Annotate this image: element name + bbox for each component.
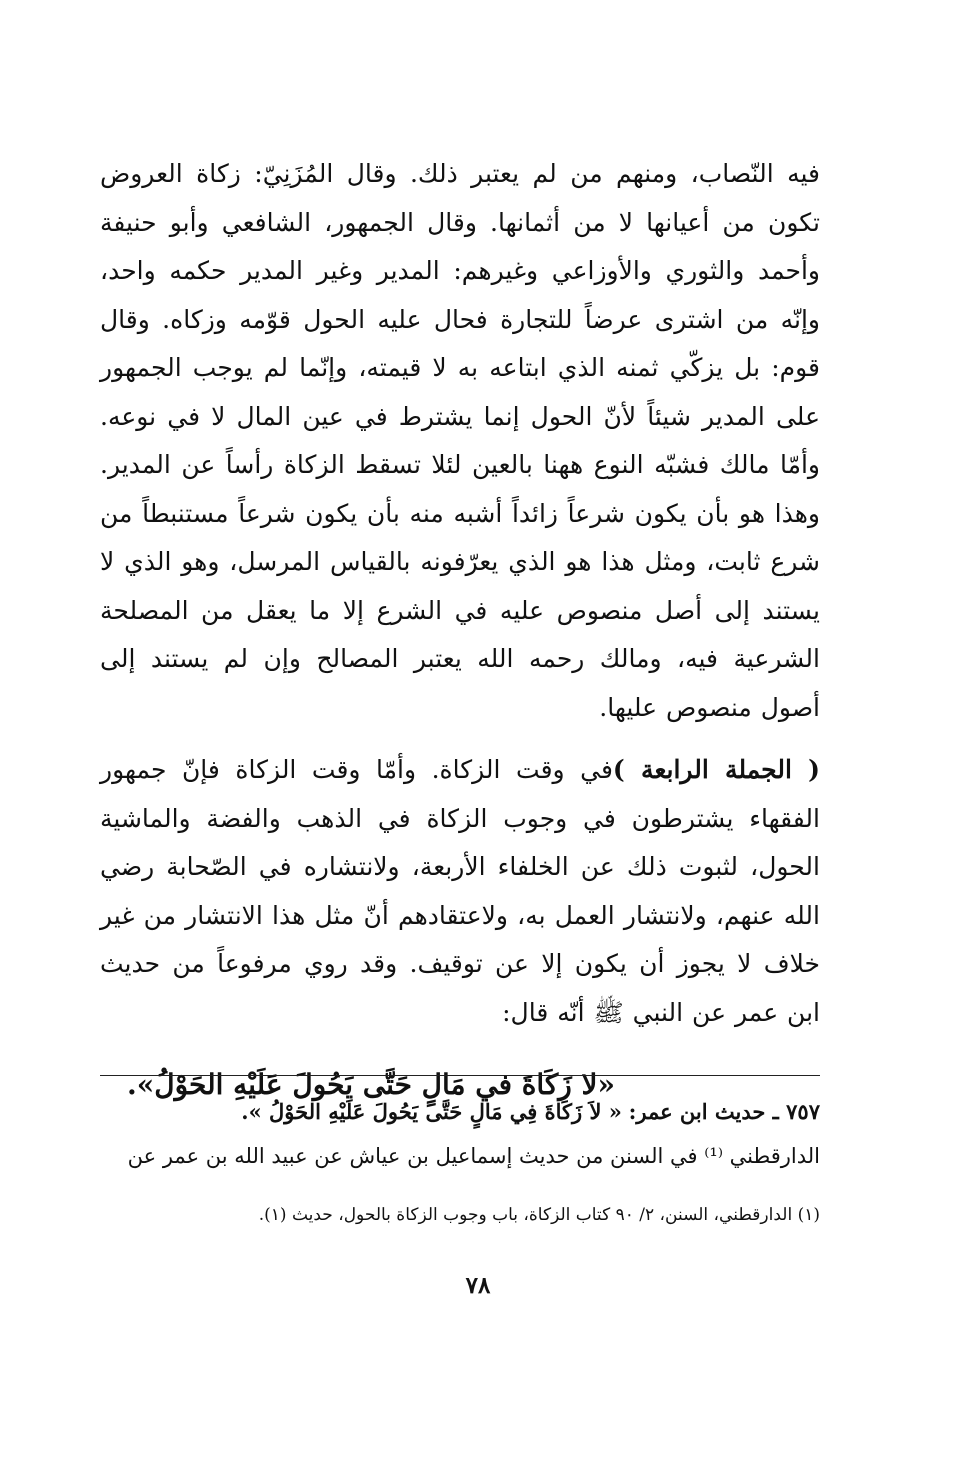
source-note: (١) الدارقطني، السنن، ٢/ ٩٠ كتاب الزكاة، باب وجوب الزكاة بالحول، حديث (١). bbox=[258, 1205, 820, 1225]
section-text: في وقت الزكاة. وأمّا وقت الزكاة فإنّ جمهور الفقهاء يشترطون في وجوب الزكاة في الذهب والفضة والماشية الحول، لثبوت ذلك عن الخلفاء الأربعة، ولانتشاره في الصّحابة رضي الله عنهم، ولانتشار العمل به، ولاعتقادهم أنّ مثل هذا الانتشار من غير خلاف لا يجوز أن يكون إلا عن توقيف. وقد روي مرفوعاً من حديث ابن عمر عن النبي ﷺ أنّه قال: bbox=[100, 755, 820, 1027]
main-text-block bbox=[100, 150, 820, 1125]
footnote-takhrij-line: الدارقطني ⁽¹⁾ في السنن من حديث إسماعيل بن عياش عن عبيد الله بن عمر عن bbox=[127, 1144, 820, 1168]
footnote-block bbox=[100, 1090, 820, 1178]
body-paragraph: فيه النّصاب، ومنهم من لم يعتبر ذلك. وقال المُزَنِيّ: زكاة العروض تكون من أعيانها لا من أثمانها. وقال الجمهور، الشافعي وأبو حنيفة وأحمد والثوري والأوزاعي وغيرهم: المدير وغير المدير حكمه واحد، وإنّه من اشترى عرضاً للتجارة فحال عليه الحول قوّمه وزكاه. وقال قوم: بل يزكّي ثمنه الذي ابتاعه به لا قيمته، وإنّما لم يوجب الجمهور على المدير شيئاً لأنّ الحول إنما يشترط في عين المال لا في نوعه. وأمّا مالك فشبّه النوع ههنا بالعين لئلا تسقط الزكاة رأساً عن المدير. وهذا هو بأن يكون شرعاً زائداً أشبه منه بأن يكون شرعاً مستنبطاً من شرع ثابت، ومثل هذا هو الذي يعرّفونه بالقياس المرسل، وهو الذي لا يستند إلى أصل منصوص عليه في الشرع إلا ما يعقل من المصلحة الشرعية فيه، ومالك رحمه الله يعتبر المصالح وإن لم يستند إلى أصول منصوص عليها. bbox=[100, 159, 820, 722]
footnote-number-label: ٧٥٧ ـ حديث ابن عمر: bbox=[628, 1099, 820, 1124]
page-number: ٧٨ bbox=[465, 1272, 491, 1299]
hadith-quote: «لا زَكَاةَ في مَالٍ حَتَّى يَحُولَ عَلَيْهِ الحَوْلُ». bbox=[126, 1068, 615, 1101]
section-heading: ( الجملة الرابعة ) bbox=[612, 755, 821, 784]
body-paragraph-section bbox=[100, 746, 820, 1037]
footnote-divider bbox=[100, 1075, 820, 1076]
footnote-hadith-text: « لاَ زَكَاةَ فِي مَالٍ حَتَّى يَحُولَ عَلَيْهِ الحَوْلُ ». bbox=[241, 1099, 622, 1124]
footnote-hadith-line bbox=[100, 1090, 820, 1134]
